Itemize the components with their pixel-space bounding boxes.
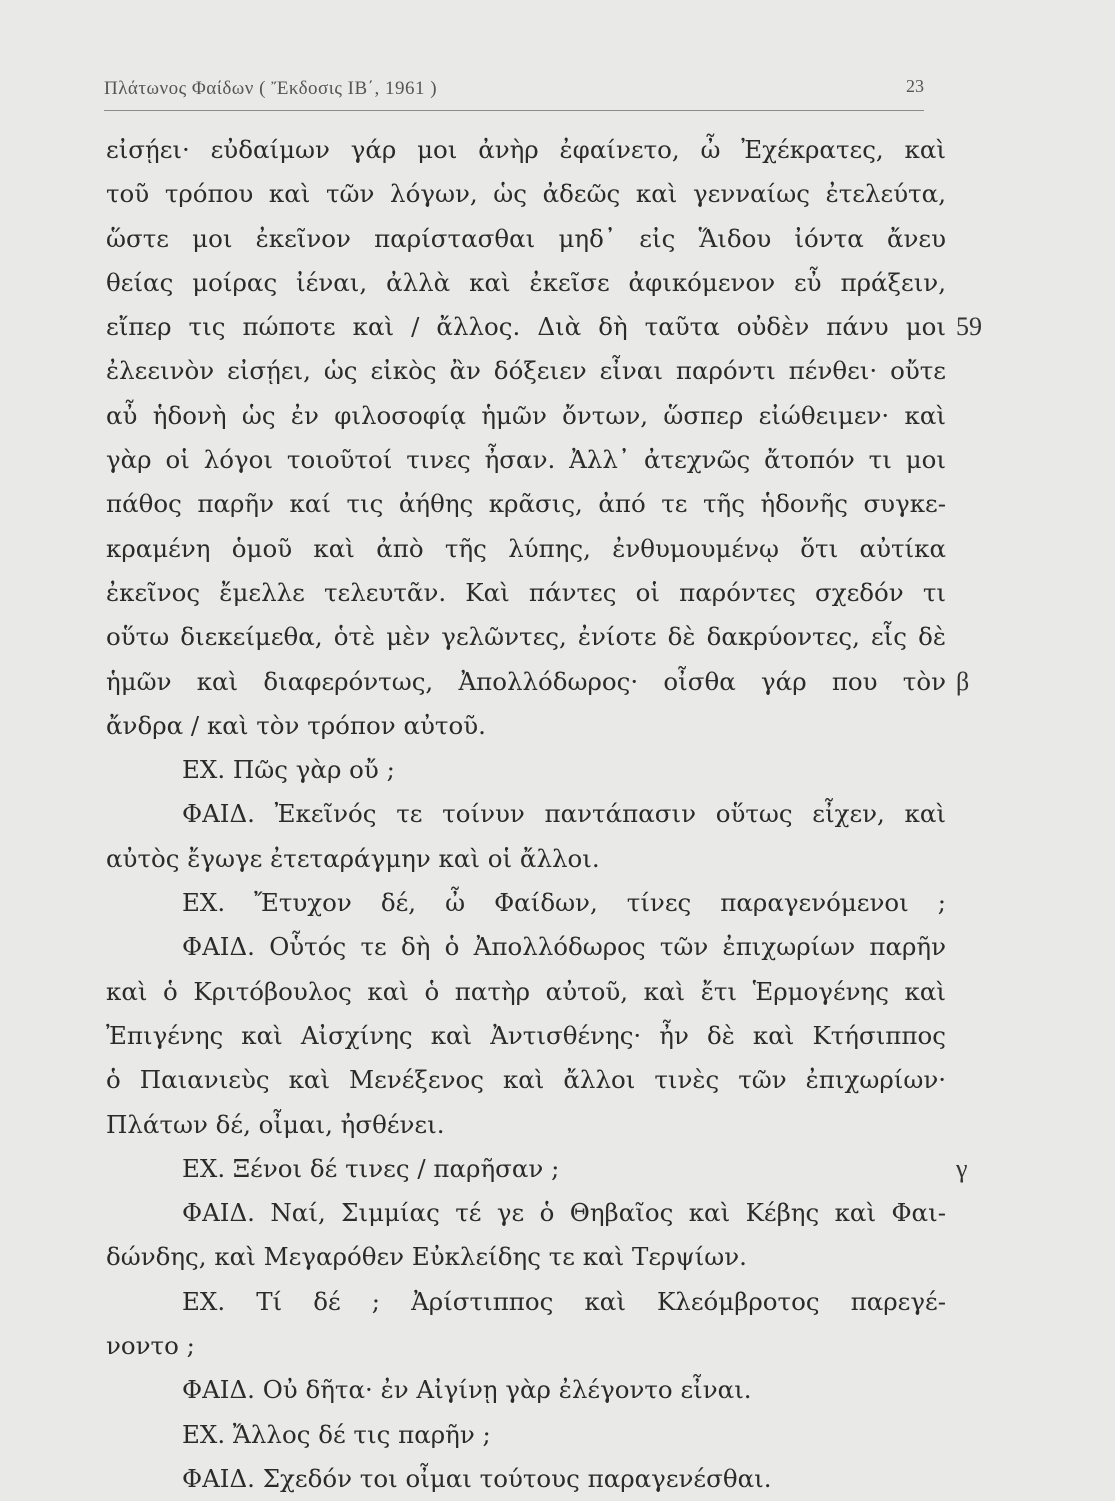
body-text	[106, 128, 946, 1501]
text-line: κραμένη ὁμοῦ καὶ ἀπὸ τῆς λύπης, ἐνθυμουμένῳ ὅτι αὐτίκα	[106, 533, 946, 563]
text-line: νοντο ;	[106, 1331, 195, 1361]
text-line: ἡμῶν καὶ διαφερόντως, Ἀπολλόδωρος· οἶσθα γάρ που τὸν	[106, 666, 946, 696]
running-header	[104, 68, 924, 112]
text-line: αὖ ἡδονὴ ὡς ἐν φιλοσοφίᾳ ἡμῶν ὄντων, ὥσπερ εἰώθειμεν· καὶ	[106, 400, 946, 430]
text-line: Πλάτων δέ, οἶμαι, ἠσθένει.	[106, 1109, 445, 1139]
text-line: ΕΧ. Ἄλλος δέ τις παρῆν ;	[182, 1419, 491, 1449]
margin-marker: β	[956, 666, 970, 696]
text-line: ΦΑΙΔ. Ναί, Σιμμίας τέ γε ὁ Θηβαῖος καὶ Κέβης καὶ Φαι-	[182, 1198, 946, 1228]
text-line: ὥστε μοι ἐκεῖνον παρίστασθαι μηδ᾽ εἰς Ἅιδου ἰόντα ἄνευ	[106, 223, 946, 253]
text-line: ἐλεεινὸν εἰσῄει, ὡς εἰκὸς ἂν δόξειεν εἶναι παρόντι πένθει· οὔτε	[106, 356, 946, 386]
text-line: ΦΑΙΔ. Ἐκεῖνός τε τοίνυν παντάπασιν οὕτως εἶχεν, καὶ	[182, 799, 946, 829]
text-line: εἴπερ τις πώποτε καὶ / ἄλλος. Διὰ δὴ ταῦτα οὐδὲν πάνυ μοι	[106, 312, 946, 342]
text-line: γὰρ οἱ λόγοι τοιοῦτοί τινες ἦσαν. Ἀλλ᾽ ἀτεχνῶς ἄτοπόν τι μοι	[106, 445, 946, 475]
text-line: ἄνδρα / καὶ τὸν τρόπον αὐτοῦ.	[106, 710, 486, 740]
text-line: θείας μοίρας ἰέναι, ἀλλὰ καὶ ἐκεῖσε ἀφικόμενον εὖ πράξειν,	[106, 267, 946, 297]
text-line: αὐτὸς ἔγωγε ἐτεταράγμην καὶ οἱ ἄλλοι.	[106, 843, 600, 873]
text-line: ΦΑΙΔ. Οὗτός τε δὴ ὁ Ἀπολλόδωρος τῶν ἐπιχωρίων παρῆν	[182, 932, 946, 962]
page-number: 23	[906, 76, 924, 96]
text-line: καὶ ὁ Κριτόβουλος καὶ ὁ πατὴρ αὐτοῦ, καὶ ἔτι Ἑρμογένης καὶ	[106, 976, 946, 1006]
text-line: ΕΧ. Τί δέ ; Ἀρίστιππος καὶ Κλεόμβροτος παρεγέ-	[182, 1286, 946, 1316]
text-line: ΕΧ. Ἔτυχον δέ, ὦ Φαίδων, τίνες παραγενόμενοι ;	[182, 888, 946, 918]
margin-marker: γ	[956, 1153, 968, 1183]
text-line: εἰσῄει· εὐδαίμων γάρ μοι ἀνὴρ ἐφαίνετο, ὦ Ἐχέκρατες, καὶ	[106, 135, 946, 164]
text-line: Ἐπιγένης καὶ Αἰσχίνης καὶ Ἀντισθένης· ἦν δὲ καὶ Κτήσιππος	[106, 1020, 946, 1050]
text-line: τοῦ τρόπου καὶ τῶν λόγων, ὡς ἀδεῶς καὶ γενναίως ἐτελεύτα,	[106, 179, 946, 209]
text-line: ὁ Παιανιεὺς καὶ Μενέξενος καὶ ἄλλοι τινὲς τῶν ἐπιχωρίων·	[106, 1065, 946, 1095]
text-line: ΕΧ. Ξένοι δέ τινες / παρῆσαν ;	[182, 1153, 560, 1183]
text-line: ΦΑΙΔ. Σχεδόν τοι οἶμαι τούτους παραγενέσθαι.	[182, 1463, 772, 1493]
text-line: οὕτω διεκείμεθα, ὁτὲ μὲν γελῶντες, ἐνίοτε δὲ δακρύοντες, εἷς δὲ	[106, 622, 946, 652]
text-line: ἐκεῖνος ἔμελλε τελευτᾶν. Καὶ πάντες οἱ παρόντες σχεδόν τι	[106, 577, 946, 607]
header-title: Πλάτωνος Φαίδων ( Ἔκδοσις ΙΒ΄, 1961 )	[104, 78, 438, 99]
margin-marker: 59	[956, 312, 982, 342]
text-line: ΕΧ. Πῶς γὰρ οὔ ;	[182, 755, 395, 785]
header-rule	[104, 110, 924, 111]
text-line: ΦΑΙΔ. Οὐ δῆτα· ἐν Αἰγίνῃ γὰρ ἐλέγοντο εἶναι.	[182, 1375, 752, 1405]
text-line: δώνδης, καὶ Μεγαρόθεν Εὐκλείδης τε καὶ Τερψίων.	[106, 1242, 747, 1272]
text-line: πάθος παρῆν καί τις ἀήθης κρᾶσις, ἀπό τε τῆς ἡδονῆς συγκε-	[106, 489, 946, 519]
